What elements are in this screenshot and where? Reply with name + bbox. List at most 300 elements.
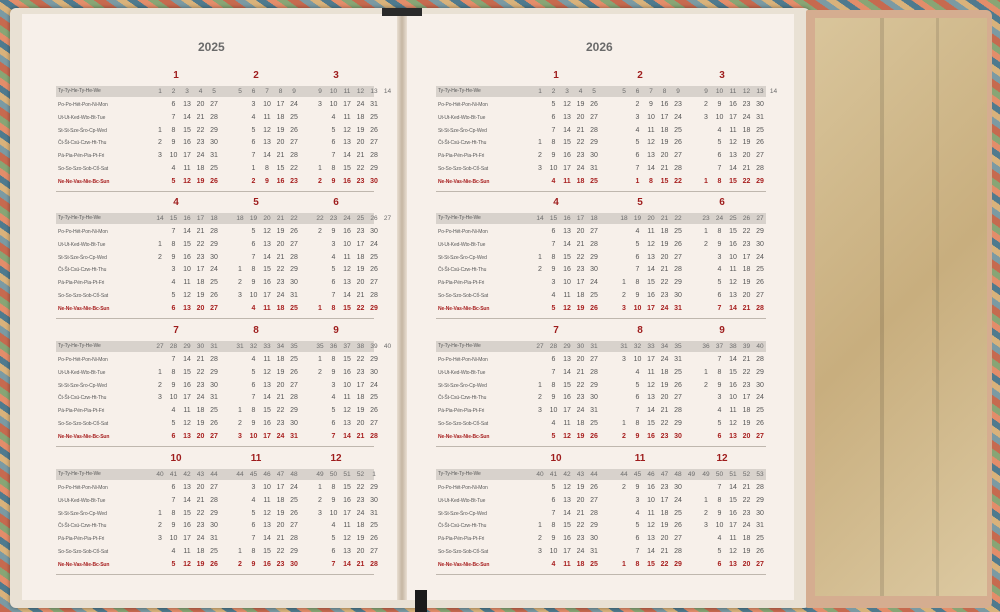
day-number: 15	[647, 560, 655, 568]
day-number: 7	[171, 496, 176, 504]
day-number: 30	[590, 266, 598, 274]
day-number: 21	[356, 432, 365, 440]
day-number: 11	[183, 407, 191, 415]
day-number: 30	[590, 152, 598, 160]
day-number: 15	[563, 139, 571, 147]
day-number: 19	[356, 407, 365, 415]
week-number: 9	[704, 88, 708, 95]
weekday-row-label: Po-Po-Hét-Pon-Ni-Mon	[438, 102, 488, 108]
day-number: 10	[633, 356, 642, 363]
week-number: 27	[156, 343, 164, 350]
day-number: 9	[649, 101, 653, 108]
day-number: 16	[563, 394, 571, 402]
day-number: 18	[660, 126, 669, 134]
month-number: 4	[553, 197, 559, 208]
day-number: 15	[183, 240, 191, 248]
day-number: 5	[551, 101, 556, 108]
week-number: 39	[742, 343, 751, 350]
day-number: 24	[290, 101, 298, 108]
day-number: 23	[576, 535, 585, 543]
day-number: 15	[729, 368, 737, 376]
block-divider	[436, 191, 766, 192]
day-number: 24	[576, 548, 585, 555]
sunday-row-label: Ne-Ne-Vas-Nie-Bc-Sun	[58, 433, 110, 440]
day-number: 25	[756, 126, 764, 134]
day-number: 24	[290, 484, 298, 491]
day-number: 6	[331, 279, 336, 287]
day-number: 27	[756, 292, 764, 299]
day-number: 16	[563, 266, 571, 274]
day-number: 22	[660, 279, 669, 287]
week-number: 22	[674, 215, 682, 222]
day-number: 31	[290, 292, 298, 299]
day-number: 26	[210, 560, 218, 568]
week-number: 45	[633, 471, 642, 478]
day-number: 9	[635, 292, 640, 299]
weekday-row-label: St-St-Sze-Śro-Cp-Wed	[438, 127, 487, 134]
day-number: 4	[635, 126, 640, 134]
day-number: 2	[158, 139, 162, 147]
day-number: 17	[276, 101, 285, 108]
day-number: 11	[343, 113, 351, 121]
day-number: 25	[756, 266, 764, 274]
day-number: 11	[263, 356, 271, 363]
day-number: 17	[263, 432, 271, 440]
day-number: 2	[158, 253, 162, 261]
day-number: 1	[238, 407, 242, 415]
day-number: 12	[263, 368, 271, 376]
day-number: 2	[635, 101, 640, 108]
day-number: 6	[717, 152, 722, 160]
day-number: 31	[590, 548, 598, 555]
day-number: 30	[210, 381, 218, 389]
day-number: 13	[263, 522, 271, 530]
weekday-row-label: Ut-Ut-Ked-Wto-Bt-Tue	[58, 241, 106, 248]
day-number: 8	[635, 560, 640, 568]
day-number: 2	[622, 432, 626, 440]
day-number: 31	[210, 535, 218, 543]
day-number: 17	[183, 394, 191, 402]
week-number: 10	[329, 88, 338, 95]
day-number: 12	[343, 407, 351, 415]
day-number: 6	[551, 113, 556, 121]
day-number: 4	[635, 368, 640, 376]
day-number: 14	[647, 266, 655, 274]
week-number: 2	[551, 88, 556, 95]
day-number: 6	[551, 356, 556, 363]
day-number: 11	[647, 126, 655, 134]
weekday-row-label: Čt-Št-Csü-Czw-Ht-Thu	[58, 395, 107, 402]
day-number: 11	[343, 394, 351, 402]
day-number: 24	[370, 240, 378, 248]
day-number: 2	[238, 420, 242, 427]
week-number: 35	[674, 343, 682, 350]
weekday-row-label: Čt-Št-Csü-Czw-Ht-Thu	[438, 267, 487, 274]
week-number: 40	[756, 343, 764, 350]
day-number: 23	[742, 381, 751, 389]
day-number: 12	[343, 126, 351, 134]
week-number: 36	[329, 343, 338, 350]
day-number: 21	[276, 253, 285, 261]
week-number: 2	[171, 88, 176, 95]
day-number: 29	[210, 240, 218, 248]
day-number: 29	[370, 304, 378, 312]
week-number: 50	[715, 471, 724, 478]
day-number: 4	[331, 394, 336, 402]
day-number: 9	[551, 152, 556, 160]
month-number: 6	[333, 197, 339, 208]
day-number: 1	[238, 266, 242, 274]
day-number: 8	[251, 407, 256, 415]
day-number: 5	[251, 509, 256, 517]
day-number: 22	[576, 139, 585, 147]
sunday-row-label: Ne-Ne-Vas-Nie-Bc-Sun	[58, 561, 110, 568]
day-number: 17	[576, 279, 585, 287]
day-number: 26	[370, 126, 378, 134]
sunday-row-label: Ne-Ne-Vas-Nie-Bc-Sun	[438, 305, 490, 312]
day-number: 23	[356, 496, 365, 504]
day-number: 18	[742, 407, 751, 415]
day-number: 20	[356, 279, 365, 287]
day-number: 29	[674, 279, 682, 287]
day-number: 5	[251, 228, 256, 235]
day-number: 26	[370, 266, 378, 274]
weekday-row-label: Po-Po-Hét-Pon-Ni-Mon	[58, 102, 108, 108]
day-number: 5	[331, 266, 336, 274]
day-number: 9	[635, 484, 640, 491]
weekday-header-label: Ty-Ty-He-Ty-He-We	[58, 471, 101, 477]
day-number: 19	[356, 535, 365, 543]
day-number: 3	[538, 165, 542, 172]
day-number: 25	[370, 522, 378, 530]
day-number: 5	[717, 548, 722, 555]
day-number: 23	[196, 381, 205, 389]
day-number: 25	[210, 165, 218, 172]
day-number: 30	[370, 368, 378, 376]
day-number: 26	[756, 548, 764, 555]
day-number: 4	[171, 165, 176, 172]
day-number: 22	[276, 548, 285, 555]
day-number: 24	[196, 535, 205, 543]
block-divider	[56, 191, 374, 192]
day-number: 24	[356, 509, 365, 517]
week-number: 14	[536, 215, 544, 222]
day-number: 13	[343, 548, 351, 555]
day-number: 14	[729, 356, 737, 363]
week-number: 1	[158, 88, 162, 95]
block-divider	[56, 446, 374, 447]
day-number: 16	[563, 535, 571, 543]
day-number: 13	[263, 139, 271, 147]
day-number: 8	[331, 165, 336, 172]
week-number: 36	[702, 343, 710, 350]
day-number: 1	[704, 177, 708, 185]
day-number: 4	[331, 113, 336, 121]
day-number: 20	[356, 548, 365, 555]
day-number: 11	[647, 228, 655, 235]
day-number: 3	[717, 253, 722, 261]
day-number: 18	[196, 407, 205, 415]
day-number: 15	[183, 126, 191, 134]
day-number: 12	[183, 177, 191, 185]
day-number: 10	[715, 113, 724, 121]
day-number: 30	[290, 420, 298, 427]
weekday-row-label: Pá-Pia-Pén-Pia-Pt-Fri	[58, 536, 105, 543]
weekday-row-label: Čt-Št-Csü-Czw-Ht-Thu	[438, 395, 487, 402]
day-number: 18	[356, 253, 365, 261]
day-number: 30	[674, 484, 682, 491]
day-number: 27	[590, 356, 598, 363]
day-number: 1	[158, 368, 162, 376]
week-number: 6	[635, 88, 640, 95]
day-number: 15	[647, 279, 655, 287]
day-number: 6	[717, 292, 722, 299]
day-number: 22	[576, 522, 585, 530]
week-number: 50	[329, 471, 338, 478]
day-number: 31	[756, 522, 764, 530]
weekday-header-label: Ty-Ty-He-Ty-He-We	[438, 343, 481, 349]
weekday-row-label: Čt-Št-Csü-Czw-Ht-Thu	[438, 523, 487, 530]
day-number: 4	[551, 420, 556, 427]
day-number: 23	[196, 522, 205, 530]
week-number: 40	[536, 471, 544, 478]
week-number: 53	[756, 471, 764, 478]
weekday-row-label: St-St-Sze-Śro-Cp-Wed	[438, 254, 487, 261]
day-number: 28	[210, 113, 218, 121]
week-number: 13	[756, 88, 764, 95]
day-number: 23	[576, 394, 585, 402]
day-number: 23	[196, 139, 205, 147]
day-number: 13	[263, 381, 271, 389]
day-number: 16	[183, 253, 191, 261]
day-number: 20	[576, 113, 585, 121]
weekday-row-label: Ut-Ut-Ked-Wto-Bt-Tue	[58, 369, 106, 376]
day-number: 6	[171, 101, 176, 108]
weekday-row-label: Po-Po-Hét-Pon-Ni-Mon	[438, 485, 488, 491]
day-number: 12	[263, 509, 271, 517]
block-divider	[56, 318, 374, 319]
day-number: 24	[370, 381, 378, 389]
day-number: 28	[210, 228, 218, 235]
day-number: 10	[169, 535, 178, 543]
day-number: 29	[290, 266, 298, 274]
month-number: 1	[553, 70, 559, 81]
day-number: 23	[742, 509, 751, 517]
day-number: 14	[183, 228, 191, 235]
day-number: 7	[331, 152, 336, 160]
day-number: 15	[729, 177, 737, 185]
week-number: 24	[715, 215, 724, 222]
day-number: 24	[210, 266, 218, 274]
day-number: 12	[183, 292, 191, 299]
month-number: 10	[550, 453, 562, 464]
day-number: 17	[742, 253, 751, 261]
day-number: 18	[576, 560, 585, 568]
day-number: 8	[171, 126, 176, 134]
day-number: 30	[370, 496, 378, 504]
day-number: 21	[660, 407, 669, 415]
month-number: 1	[173, 70, 179, 81]
block-divider	[436, 574, 766, 575]
day-number: 21	[276, 535, 285, 543]
day-number: 6	[251, 381, 256, 389]
day-number: 23	[276, 420, 285, 427]
day-number: 14	[263, 535, 271, 543]
week-number: 4	[198, 88, 203, 95]
day-number: 14	[729, 165, 737, 172]
day-number: 11	[563, 177, 571, 185]
day-number: 30	[370, 228, 378, 235]
day-number: 8	[171, 368, 176, 376]
week-number: 18	[236, 215, 244, 222]
day-number: 28	[674, 266, 682, 274]
day-number: 22	[742, 228, 751, 235]
day-number: 30	[210, 139, 218, 147]
day-number: 20	[196, 432, 205, 440]
day-number: 26	[674, 240, 682, 248]
day-number: 29	[210, 126, 218, 134]
day-number: 4	[251, 113, 256, 121]
day-number: 26	[290, 368, 298, 376]
day-number: 14	[563, 240, 571, 248]
day-number: 12	[263, 126, 271, 134]
day-number: 16	[729, 240, 737, 248]
weekday-row-label: Pá-Pia-Pén-Pia-Pt-Fri	[438, 153, 485, 160]
day-number: 12	[647, 139, 655, 147]
week-number: 27	[756, 215, 764, 222]
day-number: 29	[290, 548, 298, 555]
week-number: 14	[383, 88, 392, 95]
day-number: 3	[158, 535, 162, 543]
day-number: 10	[729, 394, 737, 402]
day-number: 19	[276, 368, 285, 376]
day-number: 19	[742, 139, 751, 147]
day-number: 26	[210, 177, 218, 185]
day-number: 5	[551, 432, 556, 440]
day-number: 14	[563, 509, 571, 517]
day-number: 29	[756, 177, 764, 185]
day-number: 27	[756, 560, 764, 568]
day-number: 9	[331, 368, 336, 376]
day-number: 18	[660, 509, 669, 517]
day-number: 14	[343, 292, 351, 299]
day-number: 26	[210, 420, 218, 427]
day-number: 17	[343, 101, 351, 108]
day-number: 20	[742, 432, 751, 440]
day-number: 14	[263, 253, 271, 261]
sunday-row-label: Ne-Ne-Vas-Nie-Bc-Sun	[438, 561, 490, 568]
week-number: 33	[263, 343, 271, 350]
day-number: 16	[563, 152, 571, 160]
flap-inner-panel	[815, 18, 987, 596]
weekday-row-label: Po-Po-Hét-Pon-Ni-Mon	[58, 357, 108, 363]
week-number: 11	[343, 88, 351, 95]
day-number: 13	[343, 279, 351, 287]
day-number: 29	[756, 368, 764, 376]
day-number: 21	[196, 113, 205, 121]
day-number: 17	[647, 356, 655, 363]
week-number: 21	[660, 215, 669, 222]
day-number: 21	[576, 240, 585, 248]
day-number: 9	[251, 279, 256, 287]
month-number: 9	[333, 325, 339, 336]
day-number: 12	[263, 228, 271, 235]
day-number: 21	[576, 368, 585, 376]
day-number: 10	[343, 381, 351, 389]
weekday-row-label: Ut-Ut-Ked-Wto-Bt-Tue	[438, 497, 486, 504]
day-number: 7	[171, 113, 176, 121]
day-number: 20	[196, 484, 205, 491]
day-number: 2	[158, 522, 162, 530]
weekday-header-label: Ty-Ty-He-Ty-He-We	[438, 215, 481, 221]
day-number: 20	[660, 535, 669, 543]
day-number: 26	[590, 101, 598, 108]
day-number: 8	[635, 279, 640, 287]
day-number: 12	[343, 266, 351, 274]
day-number: 2	[704, 381, 708, 389]
day-number: 21	[356, 560, 365, 568]
day-number: 27	[370, 420, 378, 427]
day-number: 29	[590, 139, 598, 147]
week-number: 46	[263, 471, 271, 478]
day-number: 24	[756, 253, 764, 261]
day-number: 28	[290, 394, 298, 402]
day-number: 10	[263, 101, 271, 108]
day-number: 11	[563, 560, 571, 568]
day-number: 3	[704, 113, 708, 121]
day-number: 17	[263, 292, 271, 299]
day-number: 9	[171, 139, 176, 147]
day-number: 6	[635, 535, 640, 543]
month-number: 3	[333, 70, 339, 81]
week-number: 19	[249, 215, 258, 222]
day-number: 17	[647, 304, 655, 312]
day-number: 15	[343, 304, 351, 312]
day-number: 19	[196, 560, 205, 568]
day-number: 29	[370, 484, 378, 491]
day-number: 22	[660, 560, 669, 568]
day-number: 19	[660, 381, 669, 389]
day-number: 30	[756, 509, 764, 517]
day-number: 19	[742, 420, 751, 427]
day-number: 7	[331, 432, 336, 440]
day-number: 22	[196, 368, 205, 376]
day-number: 16	[263, 420, 271, 427]
day-number: 11	[729, 126, 737, 134]
day-number: 25	[590, 560, 598, 568]
day-number: 15	[563, 522, 571, 530]
day-number: 5	[717, 420, 722, 427]
day-number: 14	[729, 484, 737, 491]
day-number: 17	[563, 548, 571, 555]
day-number: 19	[742, 279, 751, 287]
day-number: 17	[183, 152, 191, 160]
day-number: 5	[171, 177, 176, 185]
day-number: 28	[210, 356, 218, 363]
day-number: 24	[742, 522, 751, 530]
day-number: 4	[171, 548, 176, 555]
week-number: 43	[196, 471, 205, 478]
day-number: 8	[649, 177, 653, 185]
day-number: 21	[742, 356, 751, 363]
day-number: 23	[660, 292, 669, 299]
week-number: 3	[565, 88, 569, 95]
day-number: 18	[576, 420, 585, 427]
day-number: 14	[343, 432, 351, 440]
week-number: 25	[729, 215, 737, 222]
day-number: 3	[622, 304, 626, 312]
day-number: 11	[729, 407, 737, 415]
